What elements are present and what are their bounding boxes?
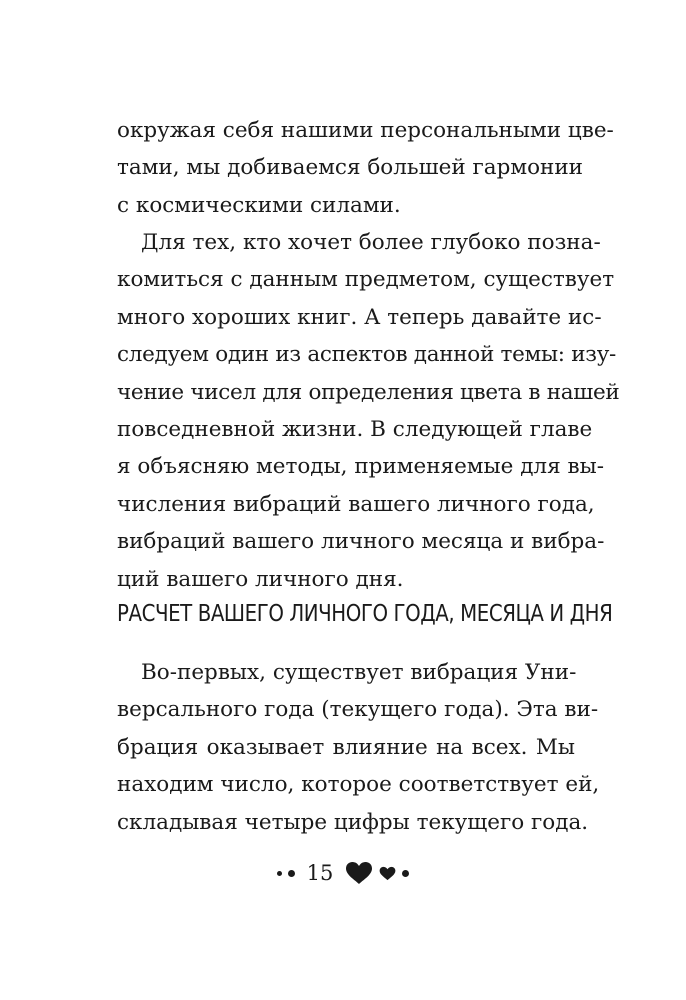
text-line: комиться с данным предметом, существует — [117, 267, 615, 293]
text-line: Во-первых, существует вибрация Уни- — [141, 660, 577, 685]
text-line: складывая четыре цифры текущего года. — [117, 809, 589, 835]
text-line: с космическими силами. — [117, 192, 401, 218]
section-heading: РАСЧЕТ ВАШЕГО ЛИЧНОГО ГОДА, МЕСЯЦА И ДНЯ — [117, 601, 613, 627]
text-line: числения вибраций вашего личного года, — [117, 491, 595, 517]
dot-icon — [277, 871, 282, 876]
text-line: чение чисел для определения цвета в нашей — [117, 379, 620, 405]
paragraph-2 — [117, 224, 620, 598]
text-line: вибраций вашего личного месяца и вибра- — [117, 529, 605, 555]
text-line: тами, мы добиваемся большей гармонии — [117, 155, 583, 181]
page-footer — [0, 856, 686, 890]
dot-icon — [288, 870, 295, 877]
page-number: 15 — [306, 861, 334, 885]
text-line: много хороших книг. А теперь давайте ис- — [117, 304, 602, 330]
text-line: окружая себя нашими персональными цве- — [117, 118, 614, 143]
text-line: следуем один из аспектов данной темы: изу- — [117, 342, 617, 368]
dot-icon — [402, 870, 409, 877]
text-line: ций вашего личного дня. — [117, 566, 404, 592]
heart-icon — [379, 866, 396, 881]
paragraph-1 — [117, 112, 614, 224]
heart-icon — [345, 861, 373, 885]
text-line: Для тех, кто хочет более глубоко позна- — [141, 230, 601, 255]
text-line: я объясняю методы, применяемые для вы- — [117, 454, 604, 480]
text-line: брация оказывает влияние на всех. Мы — [117, 734, 575, 760]
text-line: повседневной жизни. В следующей главе — [117, 417, 593, 443]
paragraph-3 — [117, 654, 600, 841]
text-line: находим число, которое соответствует ей, — [117, 772, 600, 798]
text-line: версального года (текущего года). Эта ви- — [117, 697, 599, 723]
